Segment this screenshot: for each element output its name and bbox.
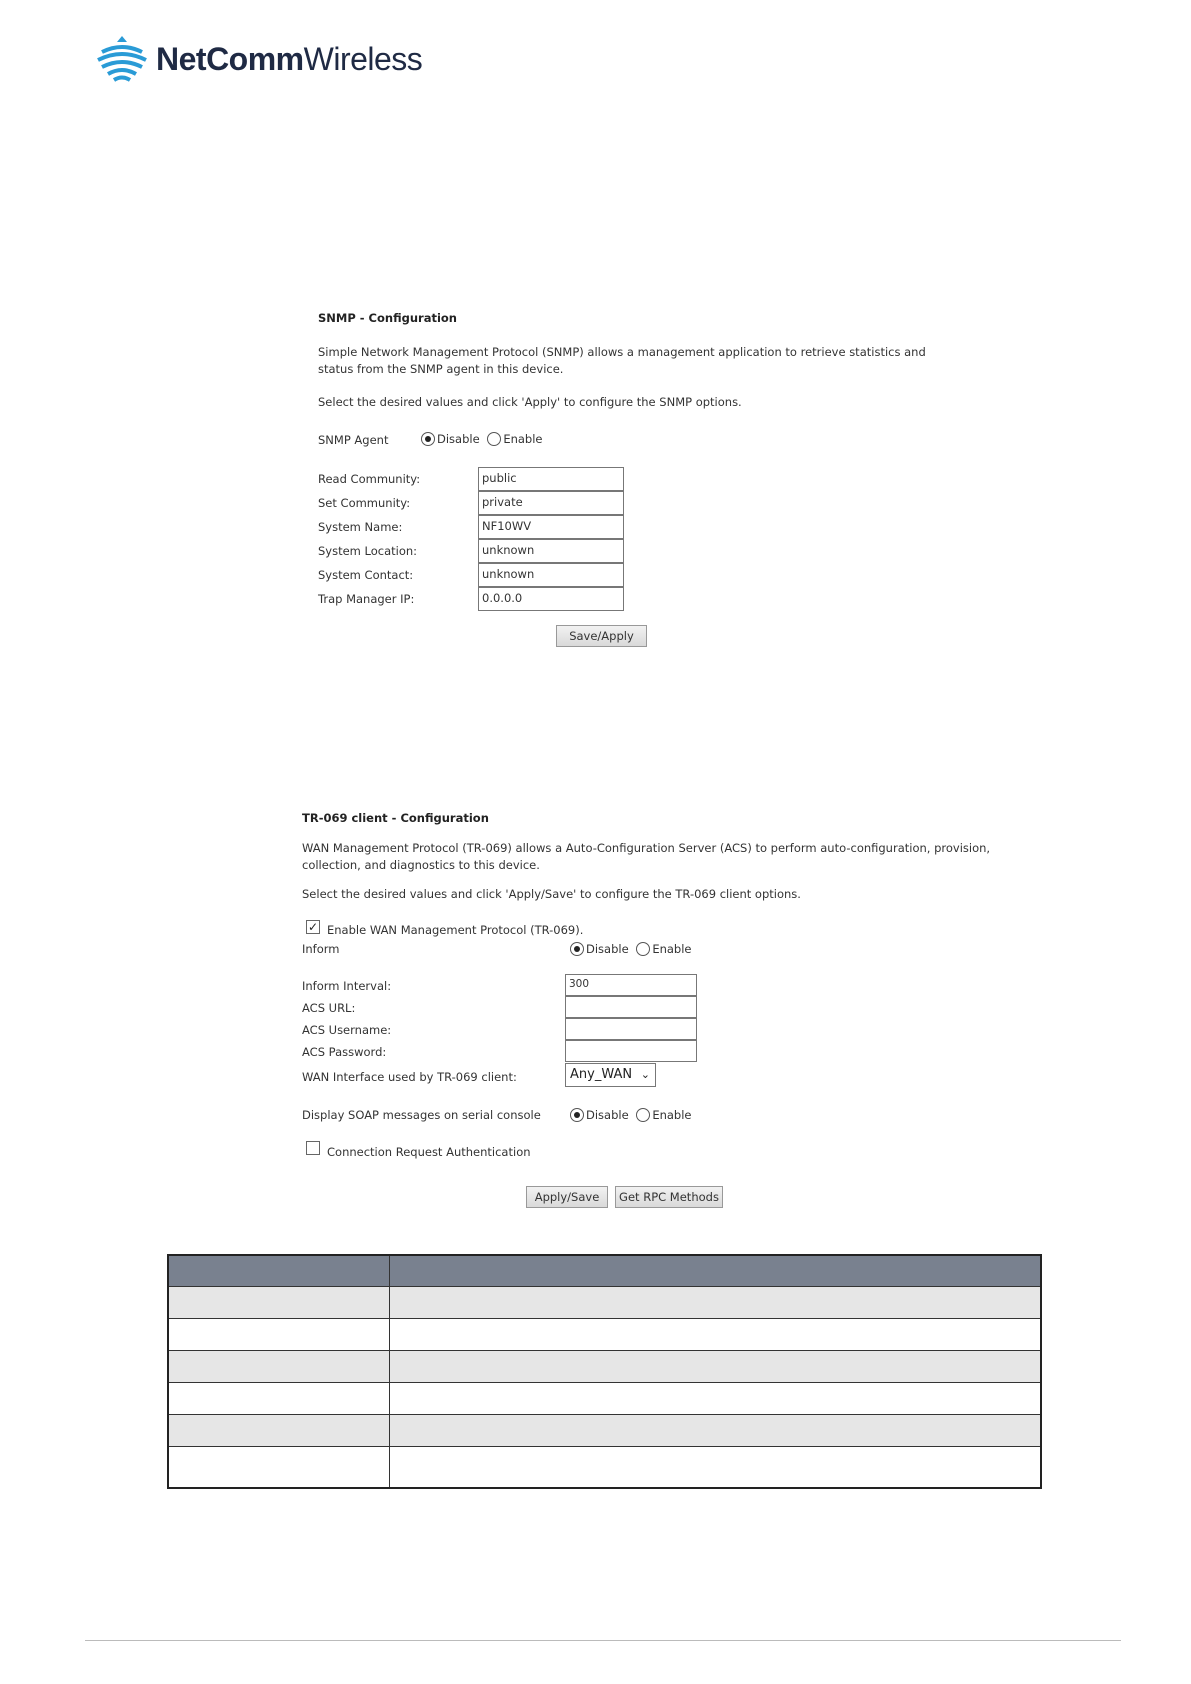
- table-cell: [168, 1351, 390, 1383]
- snmp-agent-enable-label: Enable: [503, 431, 543, 446]
- get-rpc-methods-button[interactable]: Get RPC Methods: [615, 1186, 723, 1208]
- inform-enable-radio[interactable]: [636, 942, 650, 956]
- inform-radio-group: [570, 941, 696, 956]
- brand-logo: [96, 34, 422, 84]
- table-row: [168, 1415, 1041, 1447]
- snmp-desc-line-1: Simple Network Management Protocol (SNMP) allows a management application to retrieve statistics and: [318, 345, 926, 359]
- table-cell: [168, 1383, 390, 1415]
- table-cell: [168, 1415, 390, 1447]
- brand-name: [156, 41, 422, 78]
- table-cell: [390, 1383, 1042, 1415]
- soap-disable-label: Disable: [586, 1107, 629, 1122]
- inform-disable-label: Disable: [586, 941, 629, 956]
- tr069-desc-line-1: WAN Management Protocol (TR-069) allows a Auto-Configuration Server (ACS) to perform auto-configuration, provision,: [302, 841, 991, 855]
- system-location-label: System Location:: [318, 544, 418, 558]
- table-row: [168, 1383, 1041, 1415]
- soap-label: Display SOAP messages on serial console: [302, 1108, 541, 1122]
- acs-url-input[interactable]: [565, 996, 697, 1018]
- trap-manager-ip-input[interactable]: 0.0.0.0: [478, 587, 624, 611]
- inform-label: Inform: [302, 942, 340, 956]
- enable-tr069-label: Enable WAN Management Protocol (TR-069).: [327, 923, 584, 937]
- system-location-input[interactable]: unknown: [478, 539, 624, 563]
- table-header-row: [168, 1255, 1041, 1287]
- soap-radio-group: [570, 1107, 696, 1122]
- soap-enable-radio[interactable]: [636, 1108, 650, 1122]
- snmp-agent-enable-radio[interactable]: [487, 432, 501, 446]
- trap-manager-ip-label: Trap Manager IP:: [318, 592, 415, 606]
- snmp-agent-label: SNMP Agent: [318, 433, 389, 447]
- table-row: [168, 1287, 1041, 1319]
- set-community-input[interactable]: private: [478, 491, 624, 515]
- table-row: [168, 1351, 1041, 1383]
- tr069-description: [302, 840, 990, 874]
- brand-name-light: Wireless: [303, 40, 423, 77]
- connection-auth-label: Connection Request Authentication: [327, 1145, 531, 1159]
- system-contact-input[interactable]: unknown: [478, 563, 624, 587]
- wan-interface-label: WAN Interface used by TR-069 client:: [302, 1070, 517, 1084]
- snmp-agent-radio-group: [421, 431, 547, 446]
- connection-auth-checkbox[interactable]: [306, 1141, 320, 1155]
- soap-disable-radio[interactable]: [570, 1108, 584, 1122]
- table-cell: [390, 1447, 1042, 1489]
- wifi-logo-icon: [96, 34, 148, 84]
- snmp-agent-disable-label: Disable: [437, 431, 480, 446]
- table-cell: [390, 1287, 1042, 1319]
- brand-name-bold: NetComm: [156, 40, 304, 77]
- snmp-desc-line-2: status from the SNMP agent in this device.: [318, 362, 564, 376]
- apply-save-button[interactable]: Apply/Save: [526, 1186, 608, 1208]
- inform-enable-label: Enable: [652, 941, 692, 956]
- table-row: [168, 1447, 1041, 1489]
- tr069-instruction: Select the desired values and click 'Apply/Save' to configure the TR-069 client options.: [302, 887, 801, 901]
- table-row: [168, 1319, 1041, 1351]
- system-name-label: System Name:: [318, 520, 403, 534]
- chevron-down-icon: ⌄: [640, 1068, 650, 1081]
- inform-disable-radio[interactable]: [570, 942, 584, 956]
- snmp-agent-disable-radio[interactable]: [421, 432, 435, 446]
- inform-interval-input[interactable]: 300: [565, 974, 697, 996]
- snmp-title: SNMP - Configuration: [318, 311, 457, 325]
- snmp-description: [318, 344, 926, 378]
- snmp-instruction: Select the desired values and click 'Apply' to configure the SNMP options.: [318, 395, 742, 409]
- parameter-table: [167, 1254, 1042, 1489]
- table-cell: [390, 1415, 1042, 1447]
- enable-tr069-checkbox[interactable]: ✓: [307, 920, 319, 934]
- wan-interface-select[interactable]: [565, 1063, 656, 1087]
- tr069-title: TR-069 client - Configuration: [302, 811, 489, 825]
- table-cell: [390, 1351, 1042, 1383]
- soap-enable-label: Enable: [652, 1107, 692, 1122]
- table-cell: [168, 1287, 390, 1319]
- acs-password-input[interactable]: [565, 1040, 697, 1062]
- table-header-cell: [168, 1255, 390, 1287]
- save-apply-button[interactable]: Save/Apply: [556, 625, 647, 647]
- table-cell: [168, 1319, 390, 1351]
- acs-url-label: ACS URL:: [302, 1001, 356, 1015]
- table-header-cell: [390, 1255, 1042, 1287]
- acs-password-label: ACS Password:: [302, 1045, 387, 1059]
- acs-username-input[interactable]: [565, 1018, 697, 1040]
- read-community-label: Read Community:: [318, 472, 421, 486]
- tr069-desc-line-2: collection, and diagnostics to this device.: [302, 858, 540, 872]
- wan-interface-value: Any_WAN: [570, 1067, 633, 1082]
- system-contact-label: System Contact:: [318, 568, 414, 582]
- read-community-input[interactable]: public: [478, 467, 624, 491]
- system-name-input[interactable]: NF10WV: [478, 515, 624, 539]
- table-cell: [168, 1447, 390, 1489]
- inform-interval-label: Inform Interval:: [302, 979, 392, 993]
- set-community-label: Set Community:: [318, 496, 411, 510]
- footer-divider: [85, 1640, 1121, 1641]
- acs-username-label: ACS Username:: [302, 1023, 392, 1037]
- table-cell: [390, 1319, 1042, 1351]
